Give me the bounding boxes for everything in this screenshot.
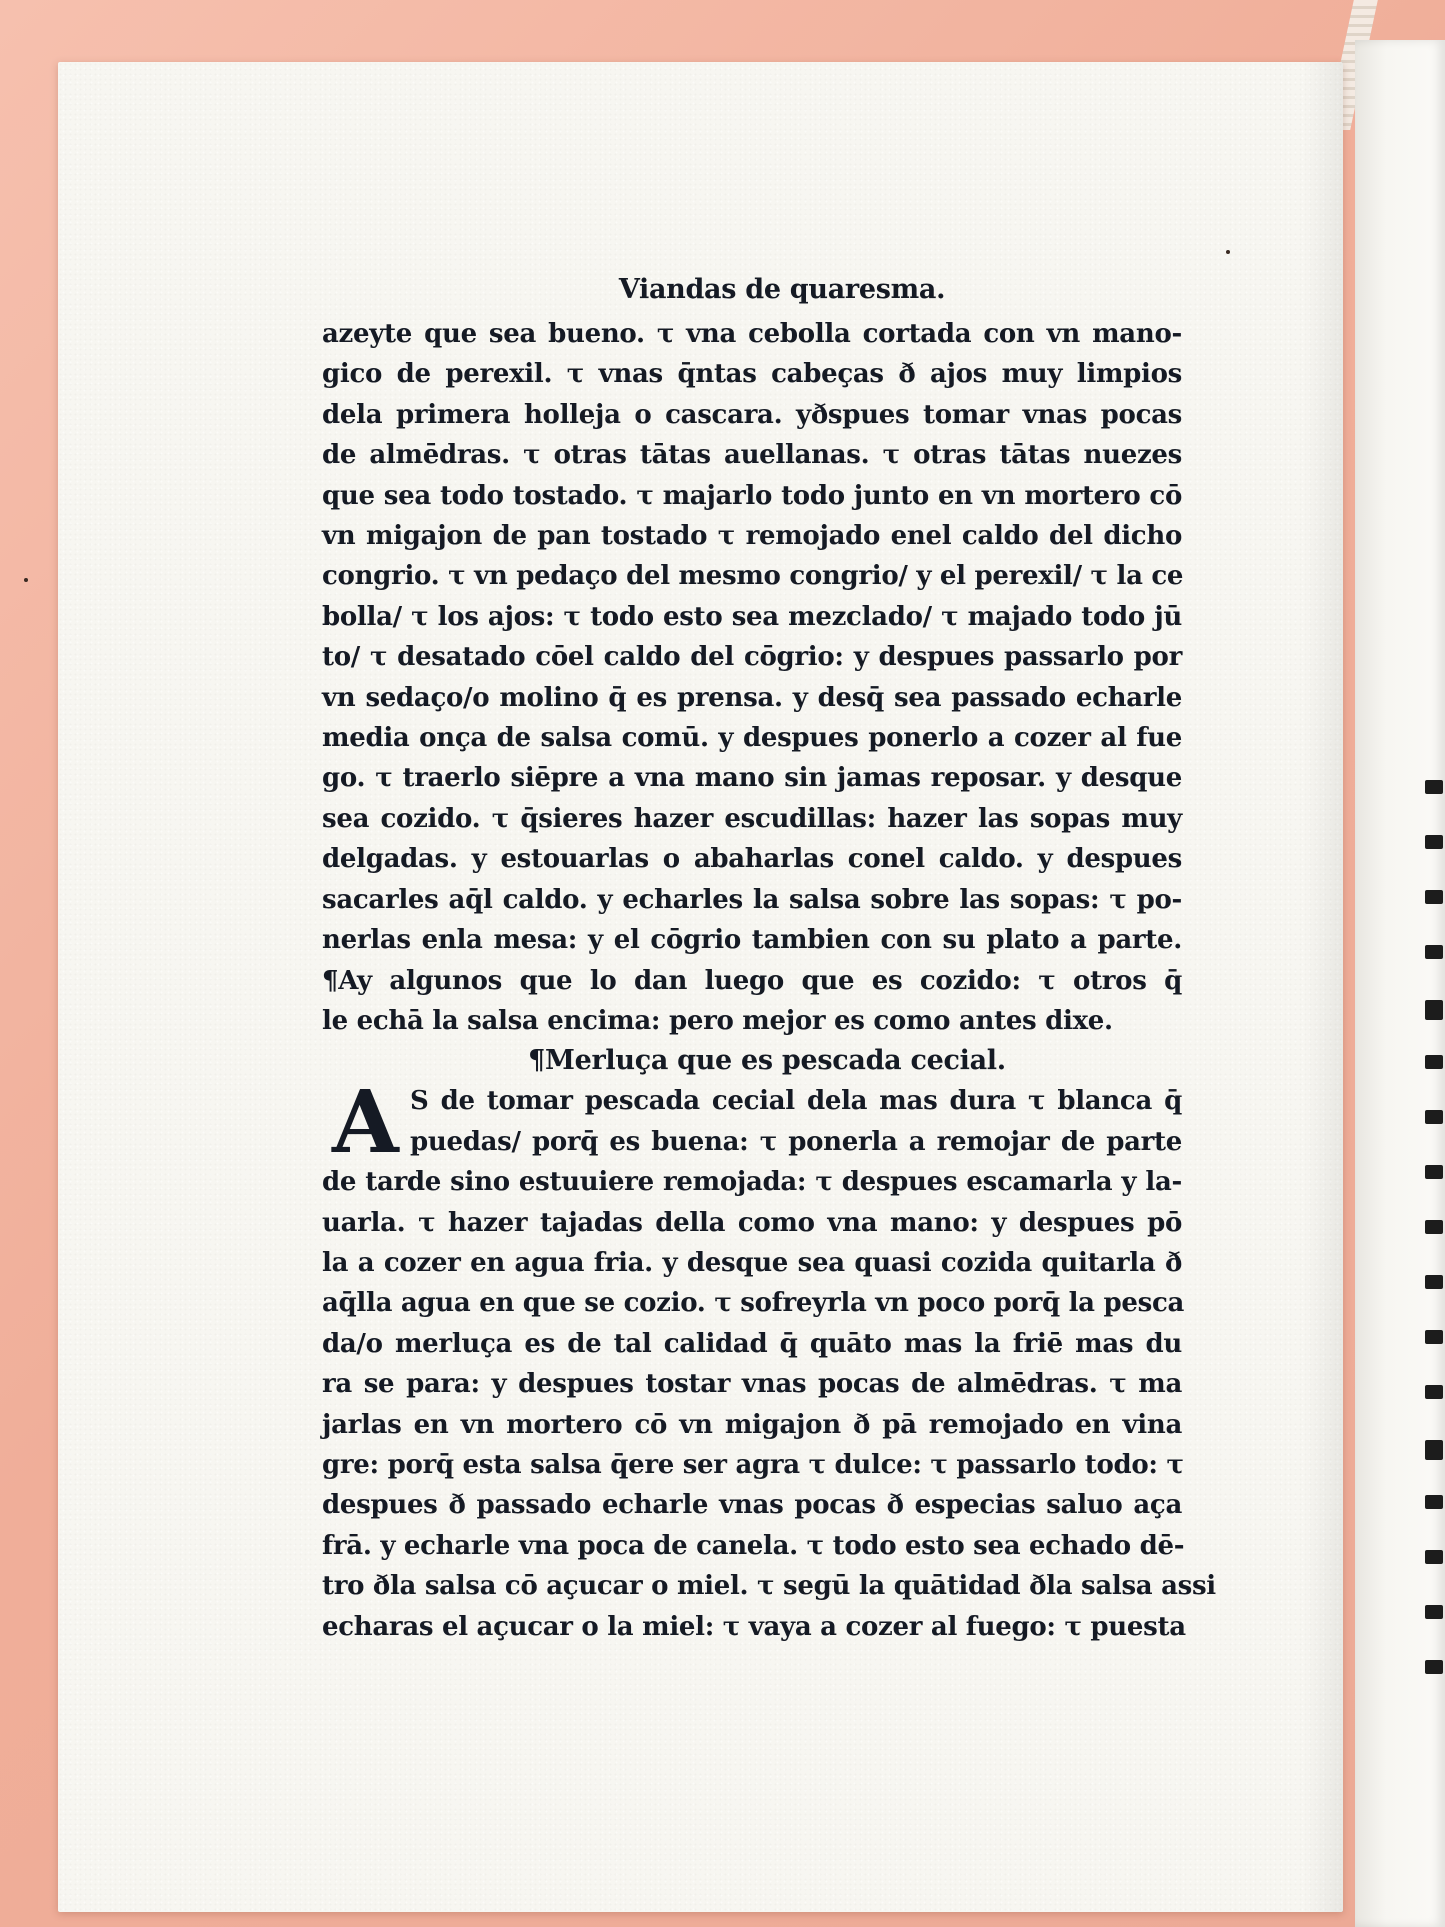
drop-capital: A <box>332 1072 399 1174</box>
text-line: S de tomar pescada cecial dela mas dura τ blanca q̄ <box>410 1086 1182 1117</box>
facing-page-edge <box>1355 40 1445 1927</box>
text-line: echaras el açucar o la miel: τ vaya a cozer al fuego: τ puesta <box>322 1611 1186 1642</box>
paragraph-merluca <box>322 1072 1216 1647</box>
text-line: sea cozido. τ q̄sieres hazer escudillas: hazer las sopas muy <box>322 803 1182 834</box>
text-line: to/ τ desatado cōel caldo del cōgrio: y despues passarlo por <box>322 642 1182 673</box>
text-line: azeyte que sea bueno. τ vna cebolla cortada con vn mano- <box>322 319 1182 349</box>
text-line: le echā la salsa encima: pero mejor es como antes dixe. <box>322 1005 1113 1036</box>
text-line: frā. y echarle vna poca de canela. τ todo esto sea echado dē- <box>322 1530 1185 1561</box>
section-heading: ¶Merluça que es pescada cecial. <box>528 1045 1006 1077</box>
text-line: vn migajon de pan tostado τ remojado enel caldo del dicho <box>322 521 1182 552</box>
text-line: ra se para: y despues tostar vnas pocas de almēdras. τ ma <box>322 1369 1182 1400</box>
text-line: media onça de salsa comū. y despues ponerlo a cozer al fue <box>322 723 1182 754</box>
paper-speck <box>24 578 28 582</box>
text-line: gico de perexil. τ vnas q̄ntas cabeças ð ajos muy limpios <box>322 359 1182 390</box>
text-line: bolla/ τ los ajos: τ todo esto sea mezclado/ τ majado todo jū <box>322 601 1182 632</box>
paper-speck <box>1226 250 1230 254</box>
text-line: congrio. τ vn pedaço del mesmo congrio/ y el perexil/ τ la ce <box>322 561 1184 592</box>
facing-page-text-bleed <box>1425 40 1445 1927</box>
text-line: que sea todo tostado. τ majarlo todo junto en vn mortero cō <box>322 480 1182 511</box>
text-line: go. τ traerlo siēpre a vna mano sin jamas reposar. y desque <box>322 763 1182 794</box>
printed-text-block <box>322 272 1216 1647</box>
text-line: delgadas. y estouarlas o abaharlas conel caldo. y despues <box>322 844 1182 875</box>
text-line: tro ðla salsa cō açucar o miel. τ segū la quātidad ðla salsa assi <box>322 1571 1216 1602</box>
text-line: ¶Ay algunos que lo dan luego que es cozido: τ otros q̄ <box>322 965 1182 996</box>
paragraph-congrio <box>322 314 1182 1041</box>
text-line: nerlas enla mesa: y el cōgrio tambien con su plato a parte. <box>322 925 1182 956</box>
text-line: dela primera holleja o cascara. yðspues tomar vnas pocas <box>322 399 1182 430</box>
running-head: Viandas de quaresma. <box>618 274 946 305</box>
text-line: puedas/ porq̄ es buena: τ ponerla a remojar de parte <box>410 1126 1182 1157</box>
text-line: despues ð passado echarle vnas pocas ð especias saluo aça <box>322 1490 1182 1521</box>
text-line: aq̄lla agua en que se cozio. τ sofreyrla vn poco porq̄ la pesca <box>322 1288 1185 1319</box>
text-line: de tarde sino estuuiere remojada: τ despues escamarla y la- <box>322 1167 1182 1198</box>
text-line: da/o merluça es de tal calidad q̄ quāto mas la friē mas du <box>322 1328 1182 1359</box>
text-line: de almēdras. τ otras tātas auellanas. τ otras tātas nuezes <box>322 440 1182 471</box>
text-line: gre: porq̄ esta salsa q̄ere ser agra τ dulce: τ passarlo todo: τ <box>322 1449 1184 1480</box>
text-line: sacarles aq̄l caldo. y echarles la salsa sobre las sopas: τ po- <box>322 884 1182 915</box>
text-line: jarlas en vn mortero cō vn migajon ð pā remojado en vina <box>322 1409 1182 1440</box>
text-line: uarla. τ hazer tajadas della como vna mano: y despues pō <box>322 1207 1182 1238</box>
text-line: vn sedaço/o molino q̄ es prensa. y desq̄ sea passado echarle <box>322 682 1182 713</box>
text-line: la a cozer en agua fria. y desque sea quasi cozida quitarla ð <box>322 1247 1182 1278</box>
page-gutter-shadow <box>1303 62 1343 1912</box>
